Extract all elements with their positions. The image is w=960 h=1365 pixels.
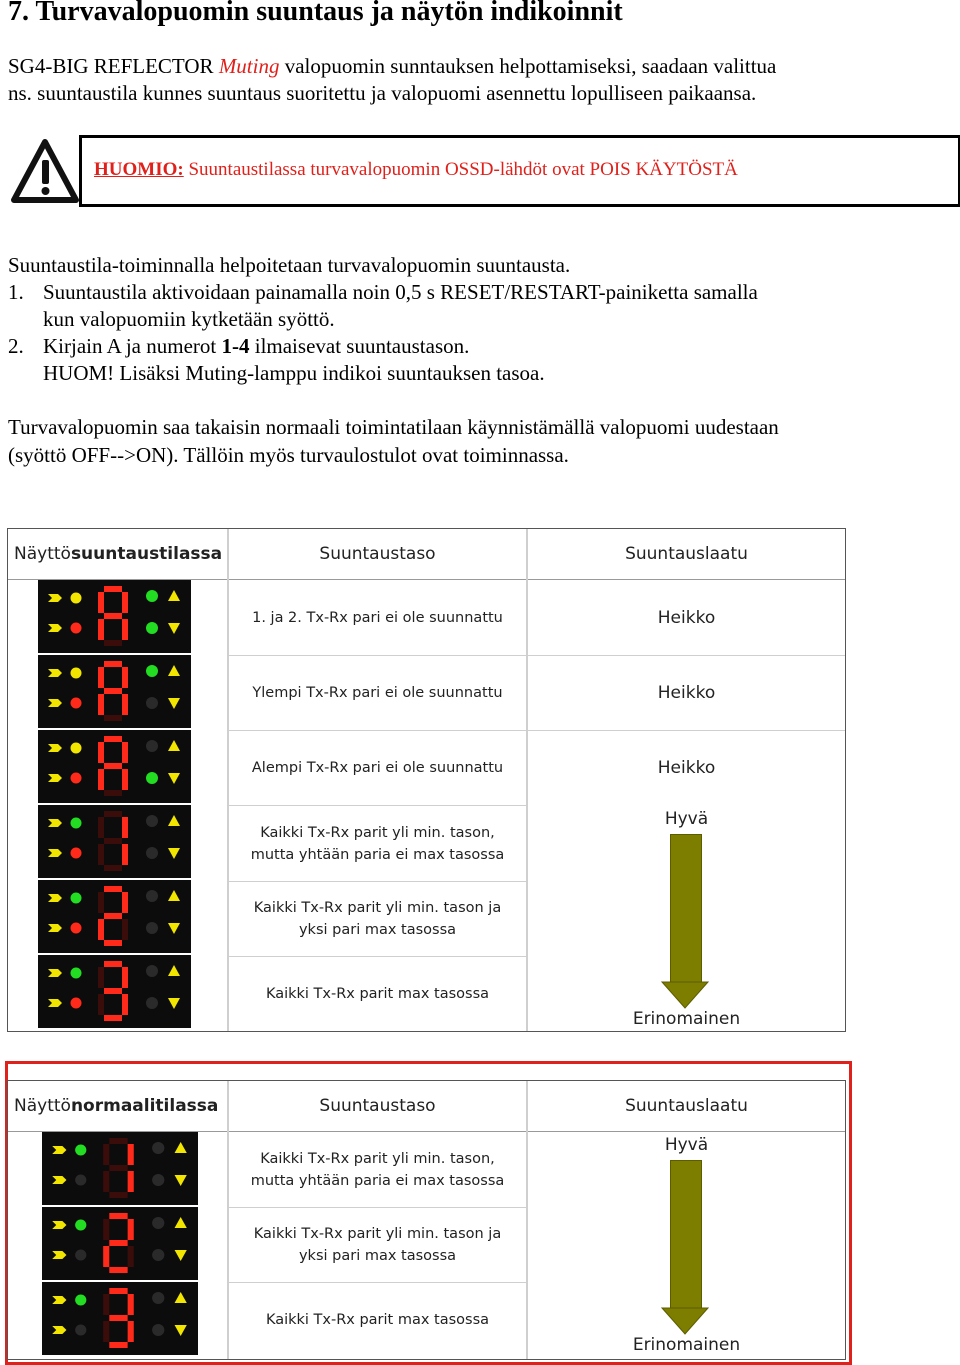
muting-led	[146, 965, 158, 977]
muting-led	[146, 772, 158, 784]
digit-segment	[104, 688, 122, 694]
table2-arrow-top-label: Hyvä	[664, 1135, 709, 1155]
digit-segment	[104, 913, 122, 919]
status-led	[75, 1295, 86, 1306]
digit-segment	[103, 1246, 109, 1267]
led-display-svg	[42, 1132, 198, 1205]
table2-row1-level: Kaikki Tx-Rx parit yli min. tason, mutta yhtään paria ei max tasossa	[250, 1150, 505, 1189]
list-item-1-line-2: kun valopuomiin kytketään syöttö.	[43, 307, 335, 331]
muting-led	[146, 740, 158, 752]
display-image	[38, 580, 191, 653]
digit-segment	[128, 1144, 134, 1165]
led-display-svg	[38, 880, 191, 953]
digit-segment	[98, 994, 104, 1015]
page-title: 7. Turvavalopuomin suuntaus ja näytön indikoinnit	[8, 0, 623, 27]
header-text: Näyttö	[14, 1096, 71, 1116]
status-led	[71, 923, 82, 934]
digit-segment	[122, 844, 128, 865]
digit-segment	[104, 940, 122, 946]
digit-segment	[122, 892, 128, 913]
header-text-bold: normaalitilassa	[70, 1096, 219, 1116]
table1-row3-quality: Heikko	[657, 758, 716, 778]
table1-header-display	[14, 529, 228, 579]
led-display-svg	[38, 655, 191, 728]
muting-led	[152, 1249, 164, 1261]
muting-led	[146, 890, 158, 902]
status-led	[71, 848, 82, 859]
digit-segment	[109, 1240, 127, 1246]
digit-segment	[104, 715, 122, 721]
digit-segment	[98, 967, 104, 988]
digit-segment	[98, 817, 104, 838]
list-item-1-num: 1.	[8, 280, 24, 304]
muting-led	[146, 590, 158, 602]
table1-quality-arrow-head-icon	[661, 981, 709, 1009]
led-display-svg	[42, 1207, 198, 1280]
list-item-1-line-1: Suuntaustila aktivoidaan painamalla noin 0,5 s RESET/RESTART-painiketta samalla	[43, 280, 758, 304]
list-text-bold: 1-4	[221, 334, 250, 358]
digit-segment	[109, 1342, 127, 1348]
digit-segment	[103, 1171, 109, 1192]
digit-segment	[122, 817, 128, 838]
paragraph-1: Suuntaustila-toiminnalla helpoitetaan turvavalopuomin suuntausta.	[8, 253, 571, 277]
muting-led	[152, 1292, 164, 1304]
status-led	[71, 668, 82, 679]
table2-row3-level: Kaikki Tx-Rx parit max tasossa	[265, 1312, 490, 1328]
display-image	[42, 1282, 198, 1355]
digit-segment	[103, 1321, 109, 1342]
display-image	[38, 955, 191, 1028]
warning-triangle-icon	[10, 138, 80, 204]
status-led	[75, 1175, 86, 1186]
digit-segment	[128, 1321, 134, 1342]
digit-segment	[122, 967, 128, 988]
digit-segment	[98, 742, 104, 763]
digit-segment	[122, 667, 128, 688]
digit-segment	[104, 736, 122, 742]
muting-led	[146, 622, 158, 634]
table1-header-level: Suuntaustaso	[319, 544, 436, 564]
table1-row1-level: 1. ja 2. Tx-Rx pari ei ole suunnattu	[252, 609, 503, 626]
table1-arrow-top-label: Hyvä	[664, 809, 709, 829]
digit-segment	[128, 1171, 134, 1192]
digit-segment	[104, 763, 122, 769]
table1-row3-level: Alempi Tx-Rx pari ei ole suunnattu	[251, 760, 504, 776]
status-led	[71, 968, 82, 979]
digit-segment	[109, 1315, 127, 1321]
digit-segment	[103, 1144, 109, 1165]
alignment-mode-table	[7, 528, 846, 1032]
paragraph-2-line-1: Turvavalopuomin saa takaisin normaali toimintatilaan käynnistämällä valopuomi uudestaan	[8, 415, 779, 439]
intro-text: SG4-BIG REFLECTOR	[8, 54, 219, 78]
digit-segment	[109, 1165, 127, 1171]
digit-segment	[122, 694, 128, 715]
table1-row1-quality: Heikko	[657, 607, 716, 628]
warning-message: Suuntaustilassa turvavalopuomin OSSD-lähdöt ovat POIS KÄYTÖSTÄ	[183, 159, 738, 180]
table2-header-display	[14, 1081, 228, 1131]
list-text: ilmaisevat suuntaustason.	[249, 334, 470, 358]
digit-segment	[98, 919, 104, 940]
table1-row2-quality: Heikko	[657, 683, 716, 703]
digit-segment	[109, 1192, 127, 1198]
table1-quality-arrow-shaft	[670, 834, 702, 984]
digit-segment	[98, 769, 104, 790]
header-text-bold: suuntaustilassa	[70, 544, 223, 564]
table1-row2-level: Ylempi Tx-Rx pari ei ole suunnattu	[252, 685, 503, 701]
digit-segment	[122, 592, 128, 613]
digit-segment	[98, 694, 104, 715]
status-led	[75, 1325, 86, 1336]
muting-led	[146, 997, 158, 1009]
status-led	[71, 623, 82, 634]
digit-segment	[122, 919, 128, 940]
digit-segment	[103, 1294, 109, 1315]
led-display-svg	[38, 805, 191, 878]
display-image	[38, 655, 191, 728]
digit-segment	[128, 1294, 134, 1315]
list-item-2-num: 2.	[8, 334, 24, 358]
table1-row5-level: Kaikki Tx-Rx parit yli min. tason ja yksi pari max tasossa	[253, 900, 502, 938]
digit-segment	[104, 1015, 122, 1021]
digit-segment	[122, 994, 128, 1015]
digit-segment	[104, 811, 122, 817]
status-led	[71, 773, 82, 784]
intro-line-1	[8, 53, 776, 80]
digit-segment	[109, 1288, 127, 1294]
warning-text	[94, 159, 738, 181]
digit-segment	[122, 769, 128, 790]
table2-header-level: Suuntaustaso	[319, 1096, 436, 1116]
digit-segment	[104, 613, 122, 619]
table1-row6-level: Kaikki Tx-Rx parit max tasossa	[265, 986, 490, 1002]
table2-quality-arrow-shaft	[670, 1160, 702, 1310]
led-display-svg	[42, 1282, 198, 1355]
table1-header-quality: Suuntauslaatu	[625, 544, 748, 564]
status-led	[71, 893, 82, 904]
led-display-svg	[38, 955, 191, 1028]
led-display-svg	[38, 580, 191, 653]
muting-led	[146, 815, 158, 827]
intro-text: valopuomin sunntauksen helpottamiseksi, saadaan valittua	[279, 54, 777, 78]
paragraph-2-line-2: (syöttö OFF-->ON). Tällöin myös turvaulostulot ovat toiminnassa.	[8, 443, 569, 467]
digit-segment	[104, 961, 122, 967]
digit-segment	[122, 742, 128, 763]
muting-led	[152, 1174, 164, 1186]
status-led	[75, 1220, 86, 1231]
warning-label: HUOMIO:	[94, 159, 184, 180]
status-led	[71, 998, 82, 1009]
digit-segment	[104, 640, 122, 646]
muting-led	[146, 847, 158, 859]
status-led	[71, 743, 82, 754]
muting-term: Muting	[218, 54, 280, 78]
digit-segment	[98, 844, 104, 865]
header-text: Näyttö	[14, 544, 71, 564]
normal-mode-table	[7, 1080, 846, 1360]
digit-segment	[98, 619, 104, 640]
digit-segment	[104, 838, 122, 844]
status-led	[75, 1145, 86, 1156]
muting-led	[152, 1142, 164, 1154]
display-image	[42, 1132, 198, 1205]
digit-segment	[109, 1267, 127, 1273]
intro-line-2: ns. suuntaustila kunnes suuntaus suoritettu ja valopuomi asennettu lopulliseen paikaansa.	[8, 81, 757, 105]
digit-segment	[98, 667, 104, 688]
muting-led	[152, 1217, 164, 1229]
table2-quality-arrow-head-icon	[661, 1307, 709, 1335]
digit-segment	[109, 1138, 127, 1144]
digit-segment	[98, 592, 104, 613]
table2-row2-level: Kaikki Tx-Rx parit yli min. tason ja yksi pari max tasossa	[253, 1226, 502, 1264]
list-item-2-line-1	[43, 333, 469, 360]
digit-segment	[104, 661, 122, 667]
status-led	[71, 593, 82, 604]
list-text: Kirjain A ja numerot	[43, 334, 222, 358]
table2-arrow-bottom-label: Erinomainen	[632, 1335, 741, 1355]
status-led	[71, 818, 82, 829]
muting-led	[152, 1324, 164, 1336]
digit-segment	[104, 988, 122, 994]
digit-segment	[98, 892, 104, 913]
status-led	[75, 1250, 86, 1261]
display-image	[42, 1207, 198, 1280]
digit-segment	[104, 586, 122, 592]
digit-segment	[128, 1246, 134, 1267]
digit-segment	[104, 790, 122, 796]
warning-box	[79, 135, 960, 207]
muting-led	[146, 697, 158, 709]
digit-segment	[109, 1213, 127, 1219]
table1-row4-level: Kaikki Tx-Rx parit yli min. tason, mutta yhtään paria ei max tasossa	[250, 824, 505, 863]
led-display-svg	[38, 730, 191, 803]
digit-segment	[104, 865, 122, 871]
status-led	[71, 698, 82, 709]
digit-segment	[128, 1219, 134, 1240]
digit-segment	[122, 619, 128, 640]
display-image	[38, 805, 191, 878]
digit-segment	[103, 1219, 109, 1240]
list-item-2-line-2: HUOM! Lisäksi Muting-lamppu indikoi suuntauksen tasoa.	[43, 361, 545, 385]
display-image	[38, 880, 191, 953]
muting-led	[146, 665, 158, 677]
table2-header-quality: Suuntauslaatu	[625, 1096, 748, 1116]
table1-arrow-bottom-label: Erinomainen	[632, 1009, 741, 1029]
digit-segment	[104, 886, 122, 892]
display-image	[38, 730, 191, 803]
muting-led	[146, 922, 158, 934]
